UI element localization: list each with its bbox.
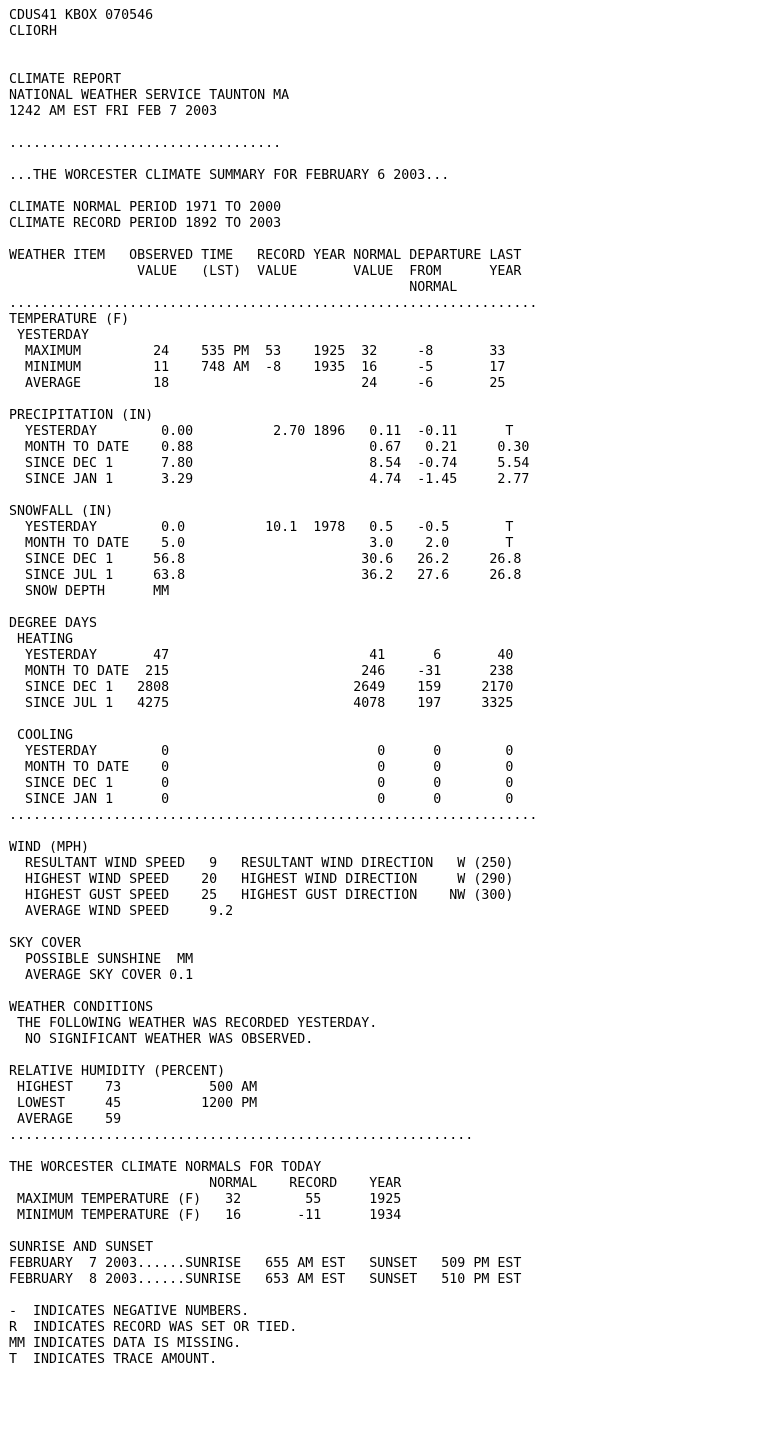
report-line: NATIONAL WEATHER SERVICE TAUNTON MA — [9, 88, 290, 103]
report-line: 1242 AM EST FRI FEB 7 2003 — [9, 104, 218, 119]
report-line: MONTH TO DATE 215 246 -31 238 — [9, 664, 514, 679]
report-line: RELATIVE HUMIDITY (PERCENT) — [9, 1064, 226, 1079]
report-line: T INDICATES TRACE AMOUNT. — [9, 1352, 218, 1367]
report-line: MONTH TO DATE 5.0 3.0 2.0 T — [9, 536, 514, 551]
report-line — [9, 1144, 537, 1160]
report-line: SINCE JUL 1 4275 4078 197 3325 — [9, 696, 514, 711]
report-line: YESTERDAY 0 0 0 0 — [9, 744, 514, 759]
climate-report-text — [9, 8, 537, 1368]
report-line: FEBRUARY 8 2003......SUNRISE 653 AM EST SUNSET 510 PM EST — [9, 1272, 522, 1287]
report-line — [9, 712, 537, 728]
report-line — [9, 392, 537, 408]
report-line — [9, 600, 537, 616]
report-line: CDUS41 KBOX 070546 — [9, 8, 154, 23]
report-line — [9, 1288, 537, 1304]
report-line — [9, 56, 537, 72]
report-line: .................................................................. — [9, 296, 538, 311]
report-line: WEATHER ITEM OBSERVED TIME RECORD YEAR NORMAL DEPARTURE LAST — [9, 248, 522, 263]
report-line: NO SIGNIFICANT WEATHER WAS OBSERVED. — [9, 1032, 314, 1047]
report-line — [9, 1224, 537, 1240]
report-line: SINCE JAN 1 0 0 0 0 — [9, 792, 514, 807]
report-line: ...THE WORCESTER CLIMATE SUMMARY FOR FEBRUARY 6 2003... — [9, 168, 450, 183]
report-line: SINCE JAN 1 3.29 4.74 -1.45 2.77 — [9, 472, 530, 487]
report-line: - INDICATES NEGATIVE NUMBERS. — [9, 1304, 250, 1319]
report-line: YESTERDAY 0.00 2.70 1896 0.11 -0.11 T — [9, 424, 514, 439]
report-line — [9, 120, 537, 136]
report-line: THE WORCESTER CLIMATE NORMALS FOR TODAY — [9, 1160, 322, 1175]
report-line: SINCE DEC 1 2808 2649 159 2170 — [9, 680, 514, 695]
report-line: YESTERDAY 0.0 10.1 1978 0.5 -0.5 T — [9, 520, 514, 535]
report-line: WEATHER CONDITIONS — [9, 1000, 154, 1015]
report-line: .................................. — [9, 136, 282, 151]
report-line — [9, 1048, 537, 1064]
report-line — [9, 184, 537, 200]
report-line: .......................................................... — [9, 1128, 474, 1143]
report-line: CLIORH — [9, 24, 58, 39]
report-line: CLIMATE RECORD PERIOD 1892 TO 2003 — [9, 216, 282, 231]
report-line: VALUE (LST) VALUE VALUE FROM YEAR — [9, 264, 522, 279]
report-line: HIGHEST 73 500 AM — [9, 1080, 258, 1095]
report-line: .................................................................. — [9, 808, 538, 823]
report-line: POSSIBLE SUNSHINE MM — [9, 952, 194, 967]
report-line: LOWEST 45 1200 PM — [9, 1096, 258, 1111]
report-line: MINIMUM 11 748 AM -8 1935 16 -5 17 — [9, 360, 506, 375]
report-line — [9, 920, 537, 936]
report-line: R INDICATES RECORD WAS SET OR TIED. — [9, 1320, 298, 1335]
report-line: MINIMUM TEMPERATURE (F) 16 -11 1934 — [9, 1208, 402, 1223]
report-line: SKY COVER — [9, 936, 82, 951]
report-line: CLIMATE REPORT — [9, 72, 122, 87]
report-line: AVERAGE 18 24 -6 25 — [9, 376, 506, 391]
report-line: YESTERDAY 47 41 6 40 — [9, 648, 514, 663]
report-line: CLIMATE NORMAL PERIOD 1971 TO 2000 — [9, 200, 282, 215]
report-line: DEGREE DAYS — [9, 616, 98, 631]
report-line: SINCE DEC 1 56.8 30.6 26.2 26.8 — [9, 552, 522, 567]
report-line: AVERAGE 59 — [9, 1112, 122, 1127]
report-line: SUNRISE AND SUNSET — [9, 1240, 154, 1255]
report-line — [9, 152, 537, 168]
report-line: NORMAL — [9, 280, 458, 295]
report-line: THE FOLLOWING WEATHER WAS RECORDED YESTERDAY. — [9, 1016, 378, 1031]
report-line: MONTH TO DATE 0.88 0.67 0.21 0.30 — [9, 440, 530, 455]
report-line: AVERAGE WIND SPEED 9.2 — [9, 904, 234, 919]
report-line: SNOWFALL (IN) — [9, 504, 114, 519]
report-line: NORMAL RECORD YEAR — [9, 1176, 402, 1191]
report-line — [9, 488, 537, 504]
report-line: MM INDICATES DATA IS MISSING. — [9, 1336, 242, 1351]
report-line — [9, 984, 537, 1000]
report-line: MAXIMUM TEMPERATURE (F) 32 55 1925 — [9, 1192, 402, 1207]
report-line: SINCE JUL 1 63.8 36.2 27.6 26.8 — [9, 568, 522, 583]
report-line: HEATING — [9, 632, 74, 647]
report-line: WIND (MPH) — [9, 840, 90, 855]
report-line — [9, 232, 537, 248]
report-line: TEMPERATURE (F) — [9, 312, 130, 327]
report-line — [9, 824, 537, 840]
report-line: HIGHEST WIND SPEED 20 HIGHEST WIND DIRECTION W (290) — [9, 872, 514, 887]
report-line: PRECIPITATION (IN) — [9, 408, 154, 423]
report-line: SINCE DEC 1 0 0 0 0 — [9, 776, 514, 791]
report-line: COOLING — [9, 728, 74, 743]
report-line: SINCE DEC 1 7.80 8.54 -0.74 5.54 — [9, 456, 530, 471]
report-line — [9, 40, 537, 56]
report-line: HIGHEST GUST SPEED 25 HIGHEST GUST DIRECTION NW (300) — [9, 888, 514, 903]
report-line: MONTH TO DATE 0 0 0 0 — [9, 760, 514, 775]
report-line: AVERAGE SKY COVER 0.1 — [9, 968, 194, 983]
report-line: RESULTANT WIND SPEED 9 RESULTANT WIND DIRECTION W (250) — [9, 856, 514, 871]
report-line: YESTERDAY — [9, 328, 90, 343]
report-line: SNOW DEPTH MM — [9, 584, 170, 599]
report-line: FEBRUARY 7 2003......SUNRISE 655 AM EST SUNSET 509 PM EST — [9, 1256, 522, 1271]
report-line: MAXIMUM 24 535 PM 53 1925 32 -8 33 — [9, 344, 506, 359]
